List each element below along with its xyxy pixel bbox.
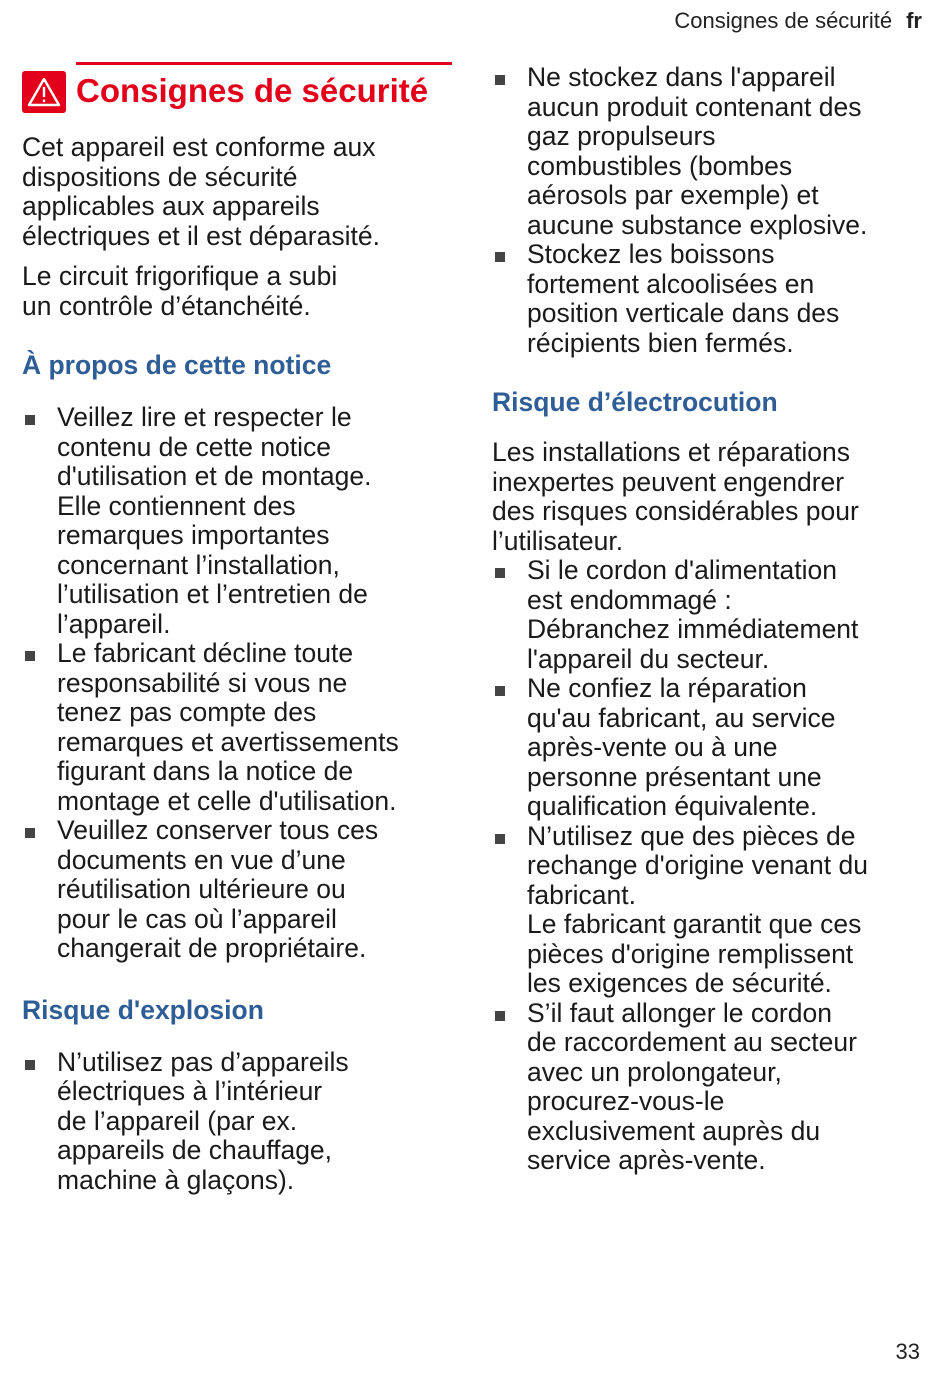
square-bullet-icon [495,686,505,696]
list-item [492,822,922,999]
list-item-text: Le fabricant décline toute responsabilité si vous ne tenez pas compte des remarques et avertissements figurant dans la notice de montage et celle d'utilisation. [57,638,399,816]
square-bullet-icon [495,252,505,262]
running-header-section: Consignes de sécurité [674,8,893,33]
heading-electrocution-risk: Risque d’électrocution [492,387,778,417]
left-column [22,62,452,1195]
square-bullet-icon [25,415,35,425]
electrocution-list [492,556,922,1176]
list-item [22,1048,452,1196]
list-item [492,63,922,240]
list-item-text: Ne stockez dans l'appareil aucun produit contenant des gaz propulseurs combustibles (bombes aérosols par exemple) et aucune substance explosive. [527,62,868,240]
list-item-text: Ne confiez la réparation qu'au fabricant, au service après-vente ou à une personne présentant une qualification équivalente. [527,673,836,821]
list-item-text: Si le cordon d'alimentation est endommagé : Débranchez immédiatement l'appareil du secteur. [527,555,859,674]
heading-about-notice: À propos de cette notice [22,350,332,380]
heading-explosion-risk: Risque d'explosion [22,994,264,1025]
list-item [492,240,922,358]
list-item-text: N’utilisez que des pièces de rechange d'origine venant du fabricant. Le fabricant garantit que ces pièces d'origine remplissent les exigences de sécurité. [527,820,868,998]
explosion-list-right [492,63,922,358]
list-item-text: S’il faut allonger le cordon de raccordement au secteur avec un prolongateur, procurez-vous-le exclusivement auprès du service après-vente. [527,997,857,1175]
square-bullet-icon [25,828,35,838]
list-item-text: Veillez lire et respecter le contenu de cette notice d'utilisation et de montage. Elle contiennent des remarques importantes concernant l’installation, l’utilisation et l’entretien de l’appareil. [57,402,372,639]
square-bullet-icon [495,568,505,578]
warning-triangle-icon [22,71,66,113]
list-item-text: Veuillez conserver tous ces documents en vue d’une réutilisation ultérieure ou pour le cas où l’appareil changerait de propriétaire. [57,815,379,963]
title-block [76,62,452,119]
square-bullet-icon [495,1011,505,1021]
intro-paragraph-2: Le circuit frigorifique a subi un contrôle d’étanchéité. [22,261,338,321]
list-item [22,816,452,964]
list-item [22,639,452,816]
list-item [492,999,922,1176]
square-bullet-icon [25,651,35,661]
language-code: fr [906,8,922,33]
running-header [674,8,922,34]
intro-paragraph-1: Cet appareil est conforme aux dispositions de sécurité applicables aux appareils électriques et il est déparasité. [22,132,380,251]
list-item [492,556,922,674]
list-item-text: N’utilisez pas d’appareils électriques à l’intérieur de l’appareil (par ex. appareils de chauffage, machine à glaçons). [57,1046,349,1195]
electrocution-intro: Les installations et réparations inexpertes peuvent engendrer des risques considérables pour l’utilisateur. [492,437,859,556]
square-bullet-icon [495,75,505,85]
list-item [22,403,452,639]
square-bullet-icon [495,834,505,844]
right-column [492,63,922,1176]
about-notice-list [22,403,452,964]
page-number: 33 [895,1339,920,1364]
explosion-list-left [22,1048,452,1196]
list-item-text: Stockez les boissons fortement alcoolisées en position verticale dans des récipients bien fermés. [527,239,840,358]
page-title: Consignes de sécurité [76,72,429,109]
list-item [492,674,922,822]
square-bullet-icon [25,1060,35,1070]
